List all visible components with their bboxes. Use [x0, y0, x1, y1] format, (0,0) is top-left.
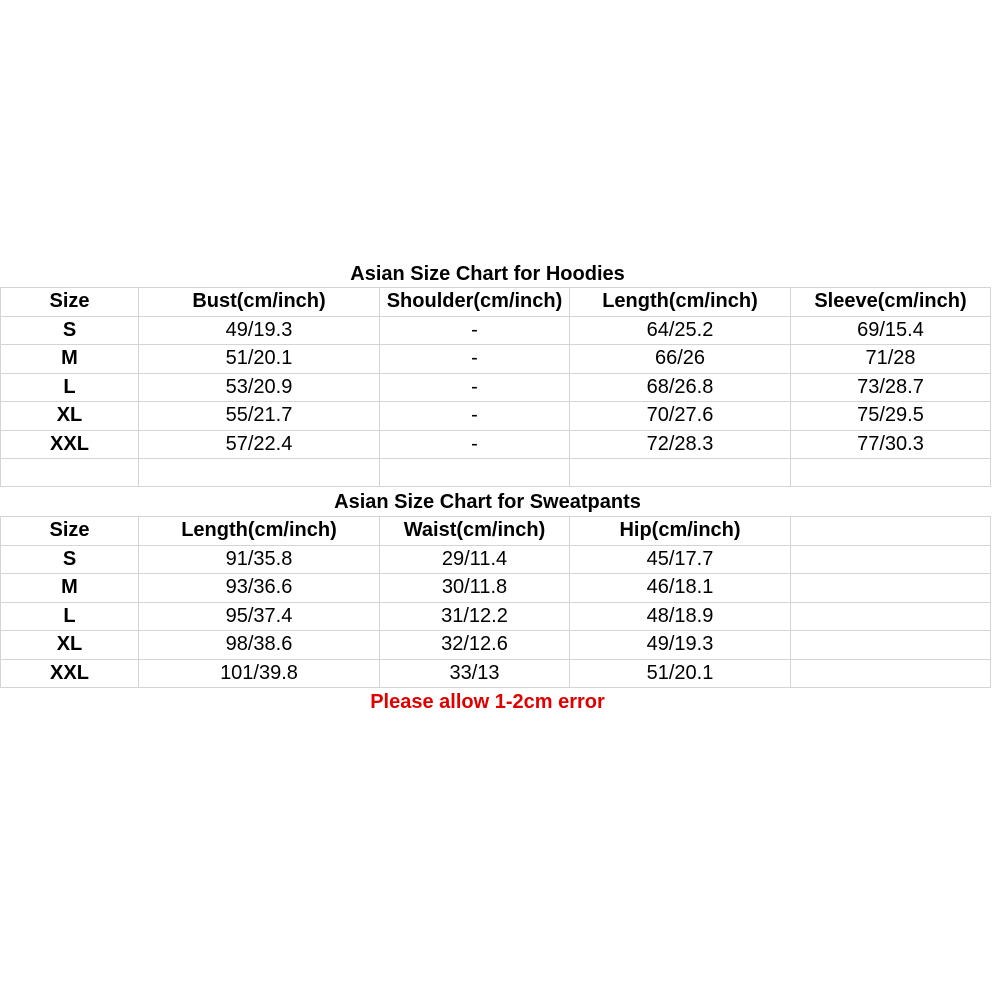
- column-header-size: Size: [1, 517, 139, 546]
- hip-cell: 45/17.7: [570, 545, 791, 574]
- column-header-size: Size: [1, 288, 139, 317]
- column-header-length: Length(cm/inch): [570, 288, 791, 317]
- column-header-bust: Bust(cm/inch): [139, 288, 380, 317]
- shoulder-cell: -: [380, 373, 570, 402]
- shoulder-cell: -: [380, 430, 570, 459]
- waist-cell: 29/11.4: [380, 545, 570, 574]
- size-cell: XL: [1, 402, 139, 431]
- length-cell: 64/25.2: [570, 316, 791, 345]
- empty-cell: [791, 545, 991, 574]
- table-row: [1, 373, 991, 402]
- waist-cell: 31/12.2: [380, 602, 570, 631]
- size-cell: L: [1, 602, 139, 631]
- waist-cell: 32/12.6: [380, 631, 570, 660]
- size-cell: S: [1, 545, 139, 574]
- hip-cell: 46/18.1: [570, 574, 791, 603]
- length-cell: 72/28.3: [570, 430, 791, 459]
- size-cell: M: [1, 345, 139, 374]
- table-row: [1, 430, 991, 459]
- waist-cell: 33/13: [380, 659, 570, 688]
- hip-cell: 48/18.9: [570, 602, 791, 631]
- hoodies-chart-title: Asian Size Chart for Hoodies: [350, 263, 625, 285]
- empty-cell: [791, 602, 991, 631]
- sleeve-cell: 69/15.4: [791, 316, 991, 345]
- length-cell: 68/26.8: [570, 373, 791, 402]
- length-cell: 91/35.8: [139, 545, 380, 574]
- table-row: [1, 602, 991, 631]
- sweatpants-size-table: [0, 516, 991, 688]
- table-row: [1, 402, 991, 431]
- column-header-sleeve: Sleeve(cm/inch): [791, 288, 991, 317]
- shoulder-cell: -: [380, 316, 570, 345]
- hip-cell: 49/19.3: [570, 631, 791, 660]
- empty-cell: [1, 459, 139, 487]
- bust-cell: 57/22.4: [139, 430, 380, 459]
- bust-cell: 51/20.1: [139, 345, 380, 374]
- length-cell: 98/38.6: [139, 631, 380, 660]
- waist-cell: 30/11.8: [380, 574, 570, 603]
- length-cell: 95/37.4: [139, 602, 380, 631]
- shoulder-cell: -: [380, 402, 570, 431]
- bust-cell: 55/21.7: [139, 402, 380, 431]
- column-header-length: Length(cm/inch): [139, 517, 380, 546]
- empty-cell: [139, 459, 380, 487]
- size-cell: XXL: [1, 430, 139, 459]
- bust-cell: 49/19.3: [139, 316, 380, 345]
- table-row: [1, 316, 991, 345]
- empty-cell: [791, 574, 991, 603]
- sleeve-cell: 71/28: [791, 345, 991, 374]
- size-cell: L: [1, 373, 139, 402]
- size-cell: XXL: [1, 659, 139, 688]
- table-row: [1, 545, 991, 574]
- empty-cell: [570, 459, 791, 487]
- length-cell: 70/27.6: [570, 402, 791, 431]
- empty-cell: [791, 459, 991, 487]
- empty-cell: [791, 631, 991, 660]
- size-cell: XL: [1, 631, 139, 660]
- length-cell: 93/36.6: [139, 574, 380, 603]
- empty-row: [1, 459, 991, 487]
- sweatpants-chart-title: Asian Size Chart for Sweatpants: [334, 491, 641, 513]
- hip-cell: 51/20.1: [570, 659, 791, 688]
- bust-cell: 53/20.9: [139, 373, 380, 402]
- empty-cell: [791, 517, 991, 546]
- column-header-shoulder: Shoulder(cm/inch): [380, 288, 570, 317]
- sleeve-cell: 75/29.5: [791, 402, 991, 431]
- column-header-hip: Hip(cm/inch): [570, 517, 791, 546]
- length-cell: 101/39.8: [139, 659, 380, 688]
- empty-cell: [791, 659, 991, 688]
- table-row: [1, 574, 991, 603]
- hoodies-size-table: [0, 287, 991, 487]
- column-header-waist: Waist(cm/inch): [380, 517, 570, 546]
- shoulder-cell: -: [380, 345, 570, 374]
- error-tolerance-note: Please allow 1-2cm error: [370, 691, 605, 713]
- size-cell: S: [1, 316, 139, 345]
- hoodies-header-row: [1, 288, 991, 317]
- length-cell: 66/26: [570, 345, 791, 374]
- size-cell: M: [1, 574, 139, 603]
- sweatpants-header-row: [1, 517, 991, 546]
- table-row: [1, 631, 991, 660]
- empty-cell: [380, 459, 570, 487]
- table-row: [1, 345, 991, 374]
- sleeve-cell: 77/30.3: [791, 430, 991, 459]
- table-row: [1, 659, 991, 688]
- sleeve-cell: 73/28.7: [791, 373, 991, 402]
